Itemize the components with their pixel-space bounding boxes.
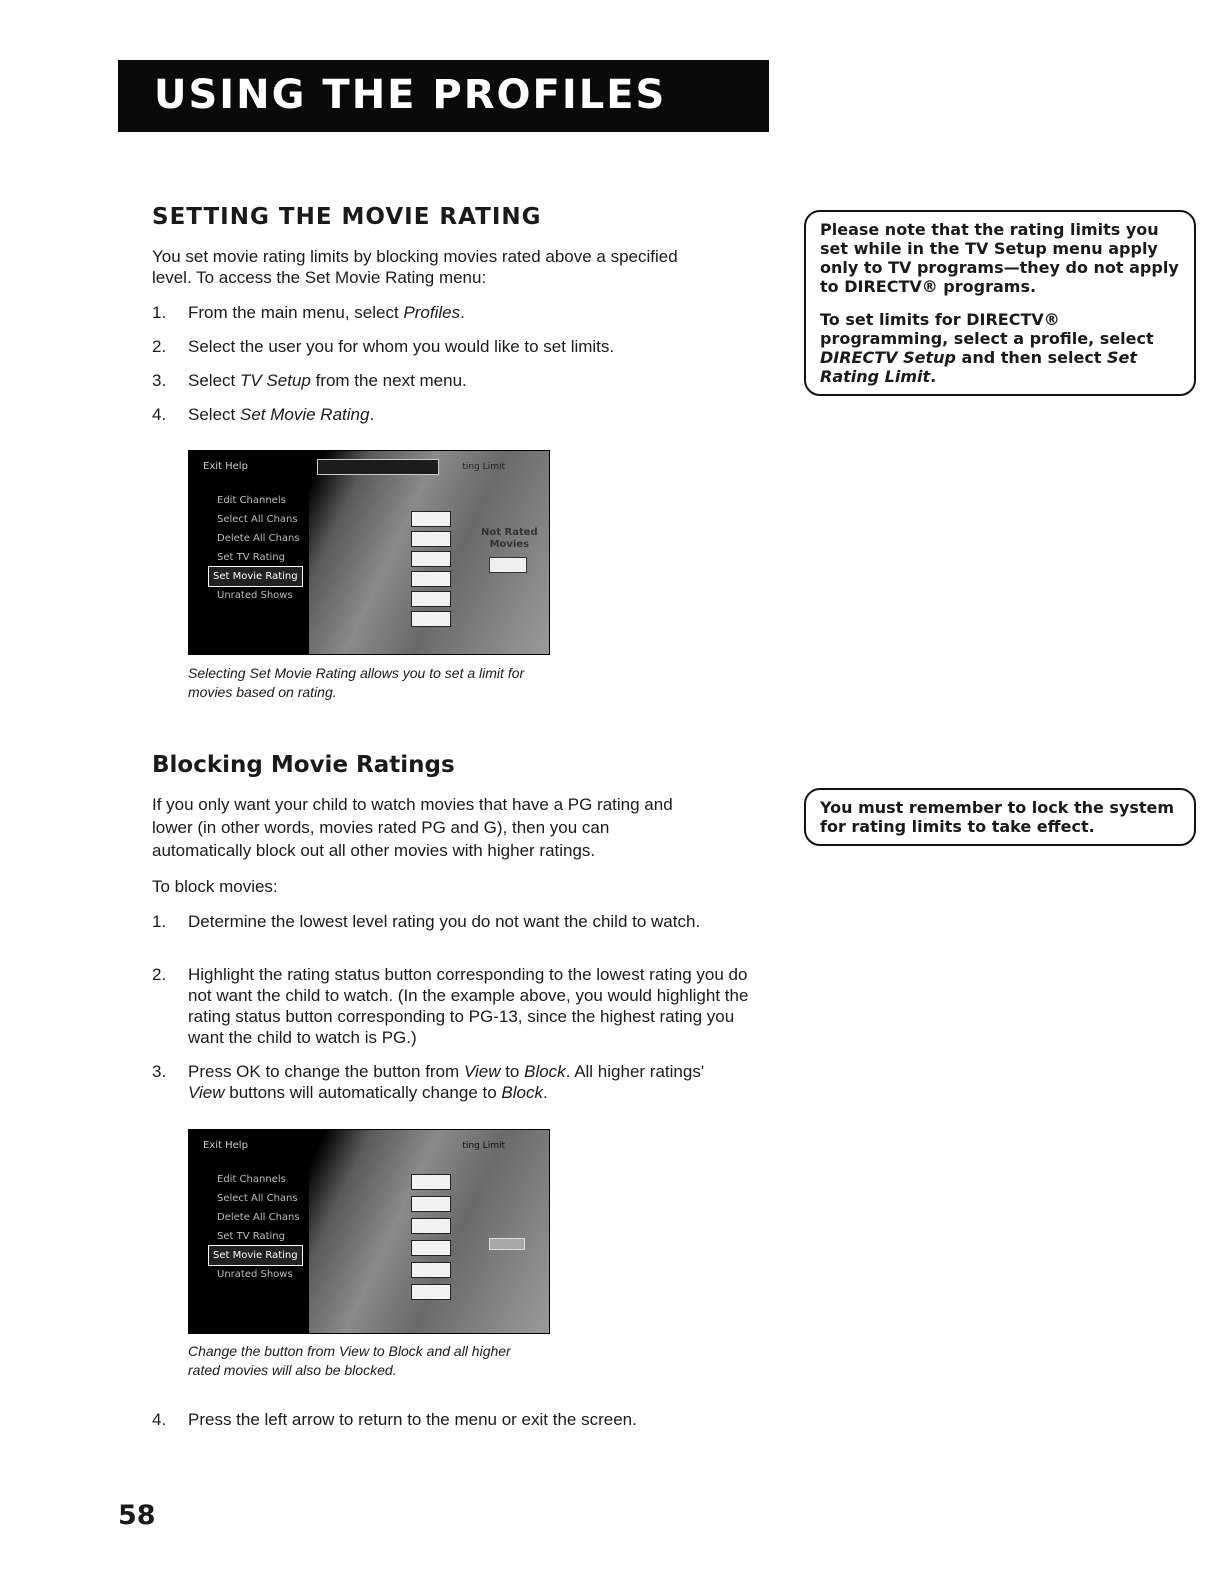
step-text: Determine the lowest level rating you do not want the child to watch. xyxy=(188,912,701,931)
menu-item: Unrated Shows xyxy=(217,1269,293,1280)
intro-line-1: If you only want your child to watch movies that have a PG rating and xyxy=(152,795,673,814)
section-heading-movie-rating: SETTING THE MOVIE RATING xyxy=(152,204,542,230)
screen-top-label: ting Limit xyxy=(462,1141,505,1151)
step-text: Select TV Setup from the next menu. xyxy=(188,371,467,390)
intro-line-1: You set movie rating limits by blocking movies rated above a specified xyxy=(152,247,678,266)
step-text: Select the user you for whom you would like to set limits. xyxy=(188,337,615,356)
screen-title: Exit Help xyxy=(203,461,248,472)
not-rated-label: Not Rated Movies xyxy=(481,527,538,550)
rating-status-button xyxy=(411,1284,451,1300)
rating-status-button xyxy=(411,611,451,627)
rating-status-button xyxy=(411,591,451,607)
rating-status-button xyxy=(411,1174,451,1190)
intro-line-3: automatically block out all other movies with higher ratings. xyxy=(152,841,596,860)
figure-caption-line: movies based on rating. xyxy=(188,684,337,700)
rating-status-button xyxy=(411,511,451,527)
step-number: 1. xyxy=(152,912,167,931)
menu-item-selected: Set Movie Rating xyxy=(209,1246,302,1265)
screen-top-label: ting Limit xyxy=(462,462,505,472)
sidebar-note-directv xyxy=(804,210,1196,396)
rating-status-button xyxy=(411,551,451,567)
note-paragraph: You must remember to lock the system for rating limits to take effect. xyxy=(820,798,1175,836)
intro-line-2: lower (in other words, movies rated PG and G), then you can xyxy=(152,818,610,837)
note-paragraph: To set limits for DIRECTV® programming, select a profile, select DIRECTV Setup and then select Set Rating Limit. xyxy=(820,310,1154,386)
step-number: 4. xyxy=(152,405,167,424)
figure-caption-line: rated movies will also be blocked. xyxy=(188,1362,397,1378)
note-paragraph: Please note that the rating limits you set while in the TV Setup menu apply only to TV programs—they do not apply to DIRECTV® programs. xyxy=(820,220,1179,296)
step-text: Select Set Movie Rating. xyxy=(188,405,375,424)
rating-status-button xyxy=(411,1196,451,1212)
rating-status-button xyxy=(411,531,451,547)
rating-header-bar xyxy=(317,459,439,475)
step-text: Highlight the rating status button corresponding to the lowest rating you do not want the child to watch. (In the example above, you would highlight the rating status button corresponding to PG-13, since the highest rating you want the child to watch is PG.) xyxy=(188,965,749,1047)
not-rated-button xyxy=(489,557,527,573)
rating-status-button xyxy=(411,571,451,587)
tv-screenshot-block-ratings xyxy=(188,1129,550,1334)
step-text: From the main menu, select Profiles. xyxy=(188,303,465,322)
menu-item: Set TV Rating xyxy=(217,1231,285,1242)
sidebar-note-lock xyxy=(804,788,1196,846)
rating-status-button xyxy=(411,1240,451,1256)
banner-title: USING THE PROFILES xyxy=(154,72,667,118)
menu-item-selected: Set Movie Rating xyxy=(209,567,302,586)
page-number: 58 xyxy=(118,1500,156,1531)
step-number: 3. xyxy=(152,371,167,390)
step-number: 2. xyxy=(152,337,167,356)
step-text: Press OK to change the button from View to Block. All higher ratings' View buttons will automatically change to Block. xyxy=(188,1062,705,1102)
not-rated-button xyxy=(489,1238,525,1250)
menu-item: Edit Channels xyxy=(217,1174,286,1185)
step-number: 1. xyxy=(152,303,167,322)
screen-title: Exit Help xyxy=(203,1140,248,1151)
intro-line-2: level. To access the Set Movie Rating menu: xyxy=(152,268,487,287)
menu-item: Select All Chans xyxy=(217,1193,298,1204)
rating-status-button xyxy=(411,1262,451,1278)
menu-item: Delete All Chans xyxy=(217,1212,300,1223)
rating-status-button xyxy=(411,1218,451,1234)
figure-caption-line: Selecting Set Movie Rating allows you to set a limit for xyxy=(188,665,525,681)
step-number: 4. xyxy=(152,1410,167,1429)
menu-item: Delete All Chans xyxy=(217,533,300,544)
menu-item: Set TV Rating xyxy=(217,552,285,563)
menu-item: Select All Chans xyxy=(217,514,298,525)
tv-screenshot-set-movie-rating xyxy=(188,450,550,655)
section-heading-blocking: Blocking Movie Ratings xyxy=(152,752,455,778)
step-text: Press the left arrow to return to the menu or exit the screen. xyxy=(188,1410,637,1429)
figure-caption-line: Change the button from View to Block and all higher xyxy=(188,1343,511,1359)
to-block-label: To block movies: xyxy=(152,877,278,896)
step-number: 2. xyxy=(152,965,167,984)
step-number: 3. xyxy=(152,1062,167,1081)
page-banner xyxy=(118,60,769,132)
menu-item: Edit Channels xyxy=(217,495,286,506)
screen-menu xyxy=(213,1170,302,1284)
menu-item: Unrated Shows xyxy=(217,590,293,601)
screen-menu xyxy=(213,491,302,605)
